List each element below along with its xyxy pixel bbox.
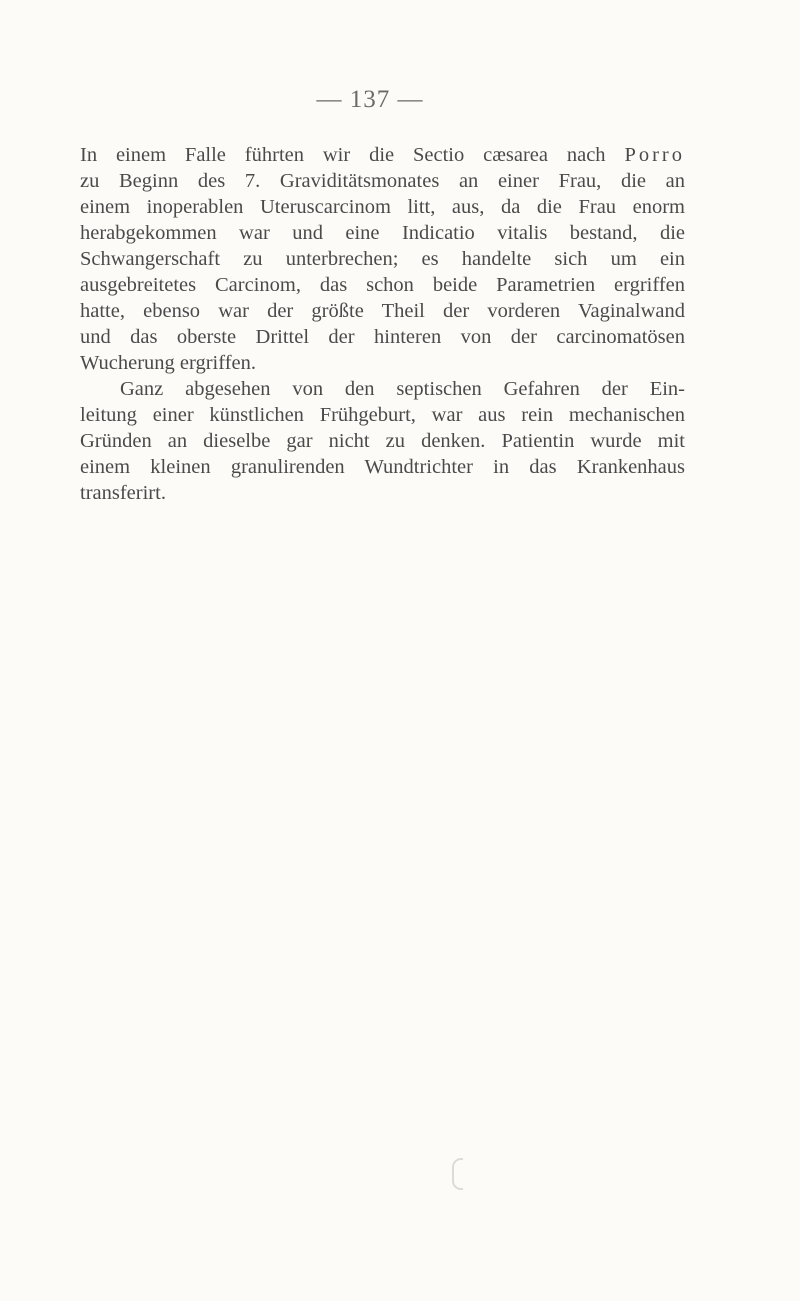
text-line: hatte, ebenso war der größte Theil der vorderen Vaginalwand (80, 300, 685, 322)
text-line: Schwangerschaft zu unterbrechen; es handelte sich um ein (80, 248, 685, 270)
text-line: ausgebreitetes Carcinom, das schon beide Parametrien ergriffen (80, 274, 685, 296)
text-line: und das oberste Drittel der hinteren von der carcinomatösen (80, 326, 685, 348)
text-line: einem kleinen granulirenden Wundtrichter in das Krankenhaus (80, 456, 685, 478)
bracket-mark (452, 1158, 463, 1190)
text-line: Gründen an dieselbe gar nicht zu denken. Patientin wurde mit (80, 430, 685, 452)
page-number: — 137 — (316, 86, 424, 113)
text-line: In einem Falle führten wir die Sectio cæsarea nach Porro (80, 144, 685, 166)
text-line: transferirt. (80, 482, 166, 504)
text-line: leitung einer künstlichen Frühgeburt, war aus rein mechanischen (80, 404, 685, 426)
text-line: zu Beginn des 7. Graviditätsmonates an einer Frau, die an (80, 170, 685, 192)
text-line: Ganz abgesehen von den septischen Gefahren der Ein- (120, 378, 685, 400)
body-text (80, 142, 685, 506)
paragraph-2 (80, 376, 685, 506)
text-line: Wucherung ergriffen. (80, 352, 257, 374)
author-name-porro: Porro (624, 144, 685, 166)
paragraph-1 (80, 142, 685, 376)
text-line: einem inoperablen Uteruscarcinom litt, aus, da die Frau enorm (80, 196, 685, 218)
text-line: herabgekommen war und eine Indicatio vitalis bestand, die (80, 222, 685, 244)
